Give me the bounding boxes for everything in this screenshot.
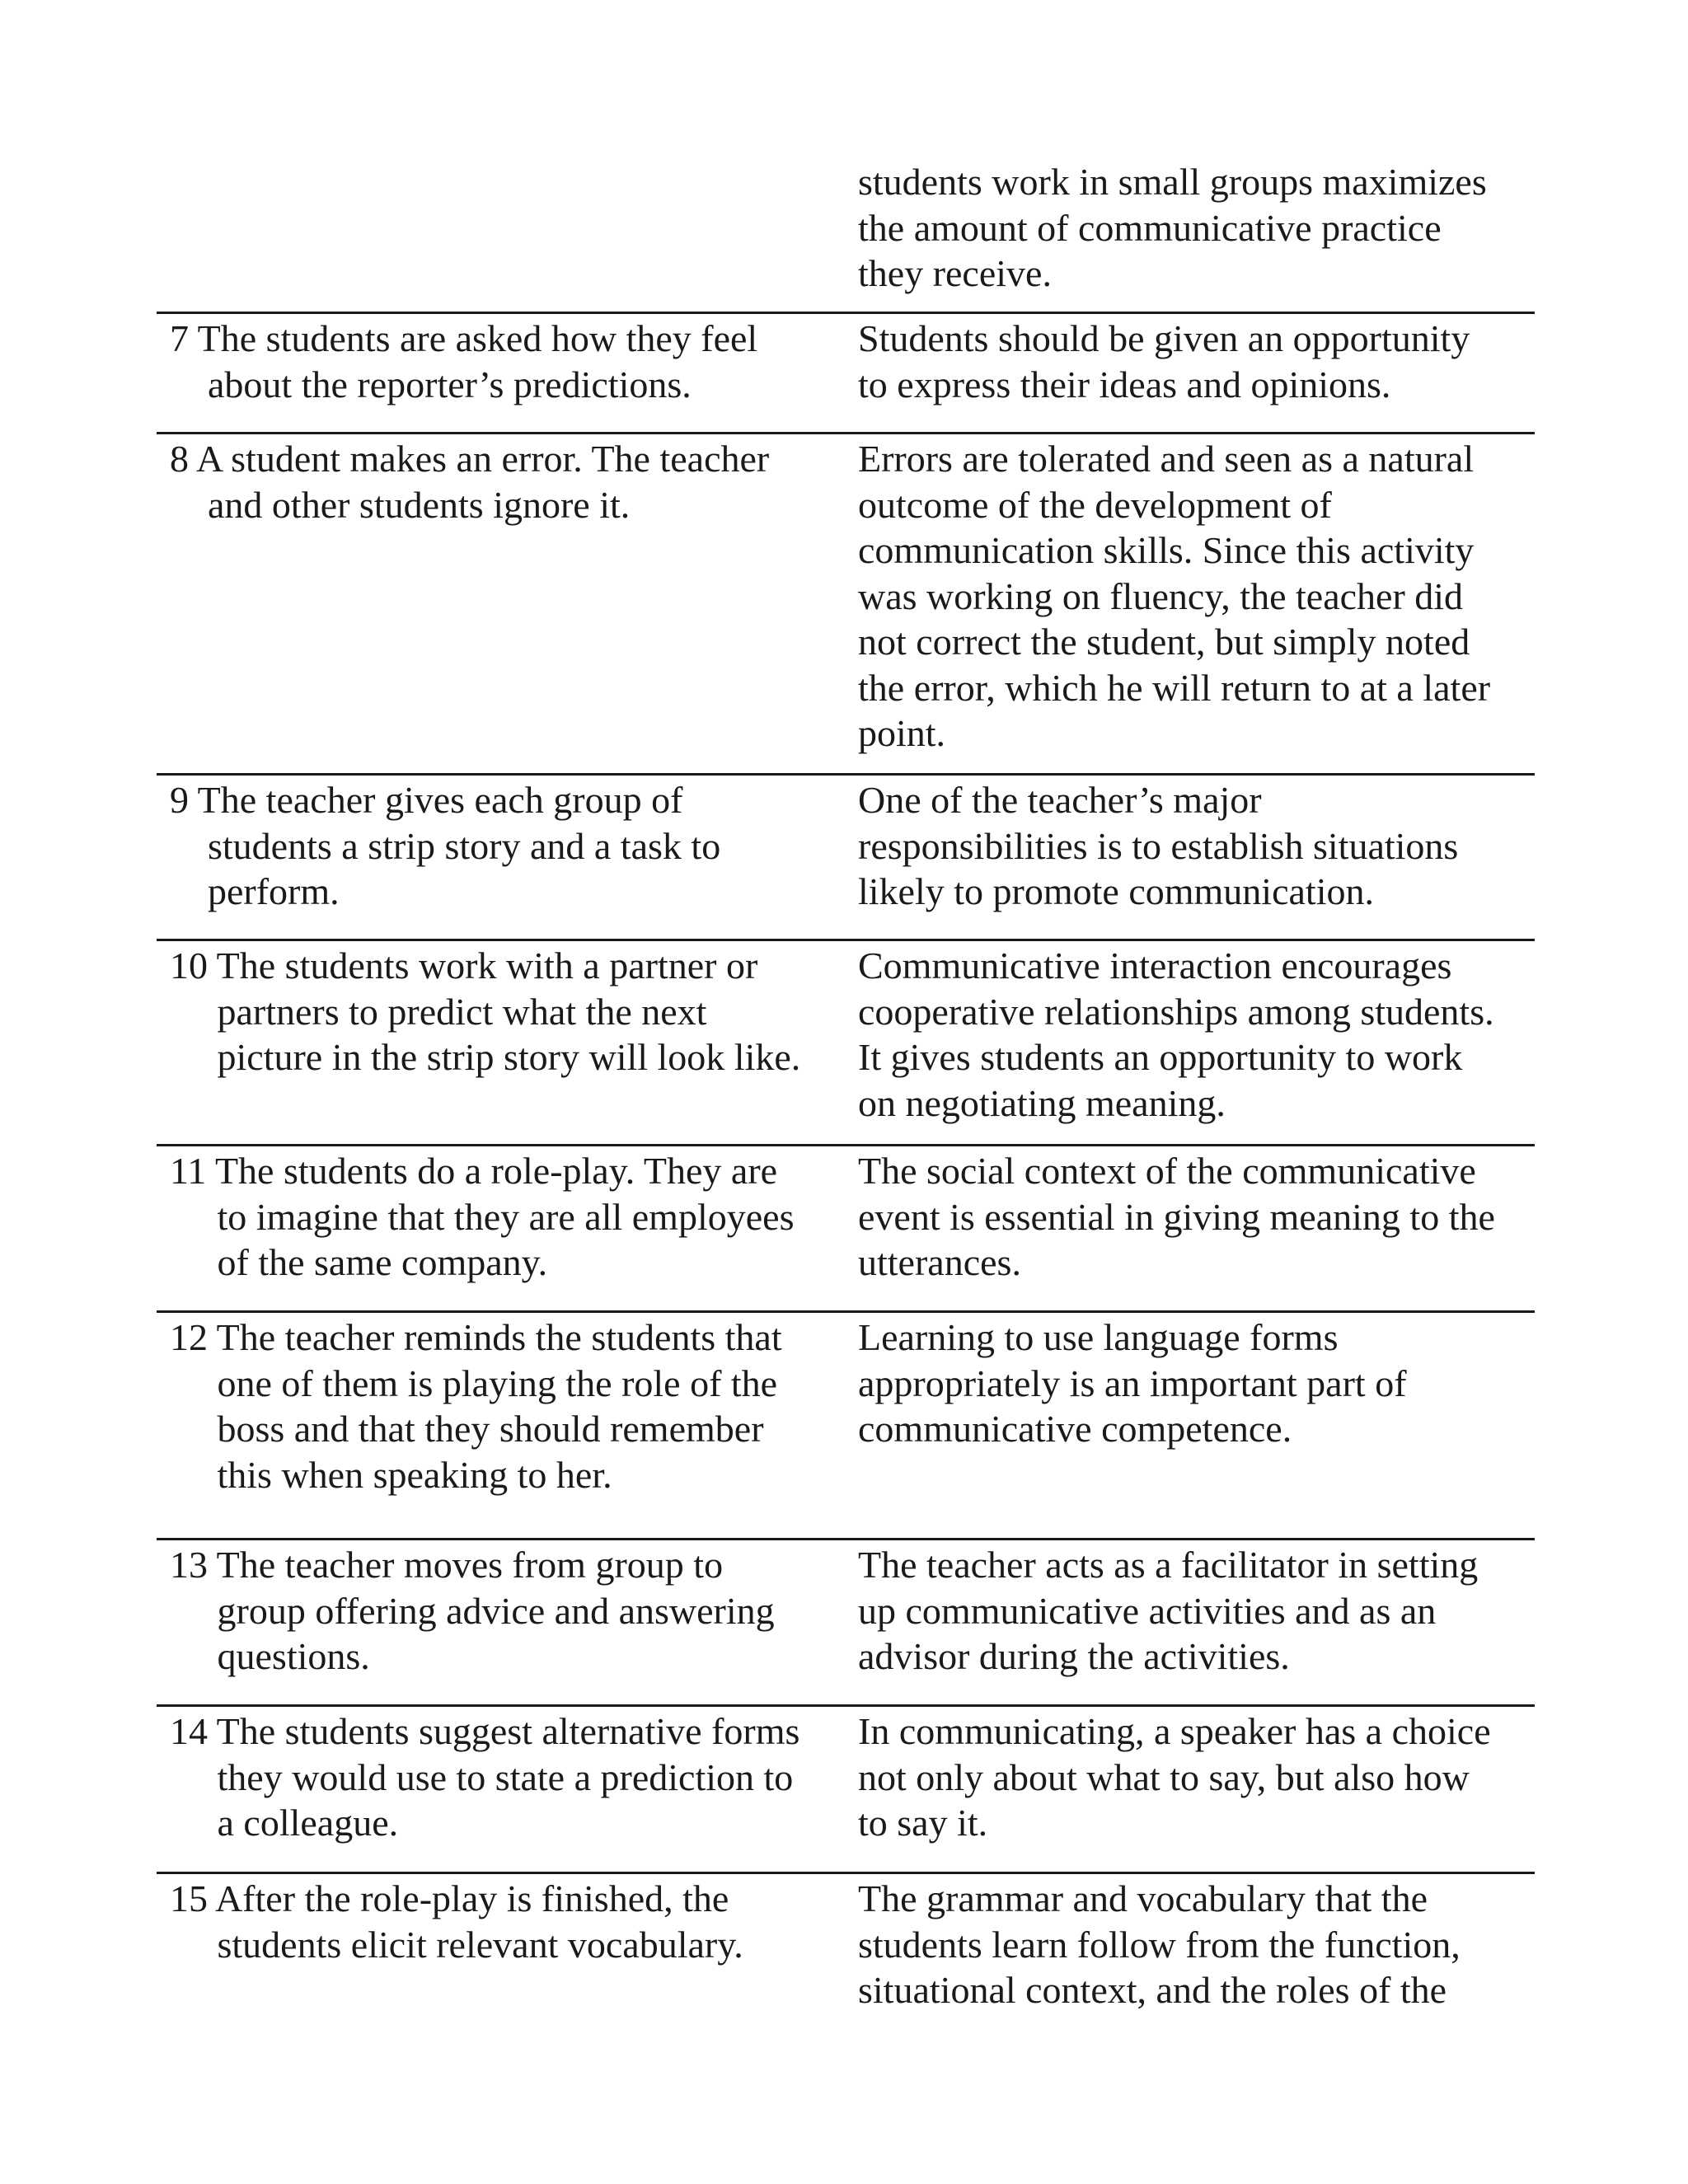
principle-text-line: students work in small groups maximizes <box>858 161 1487 203</box>
classroom-technique-cell <box>170 943 846 1080</box>
row-divider <box>157 312 1535 314</box>
principle-text-line: communicative competence. <box>858 1408 1292 1450</box>
principle-text-line: Errors are tolerated and seen as a natural <box>858 438 1475 480</box>
principle-text-line: cooperative relationships among students. <box>858 990 1494 1033</box>
principle-text-line: event is essential in giving meaning to the <box>858 1195 1495 1238</box>
principle-text-line: It gives students an opportunity to work <box>858 1036 1463 1078</box>
principle-text-line: The social context of the communicative <box>858 1150 1476 1192</box>
principle-text-line: The teacher acts as a facilitator in setting <box>858 1544 1479 1586</box>
principle-text-line: utterances. <box>858 1241 1021 1283</box>
technique-text-line: a colleague. <box>170 1802 399 1844</box>
technique-text-line: to imagine that they are all employees <box>170 1195 795 1238</box>
principle-cell <box>858 1876 1534 2013</box>
technique-text-line: about the reporter’s predictions. <box>170 363 692 405</box>
technique-text-line: and other students ignore it. <box>170 483 631 526</box>
row-divider <box>157 1538 1535 1540</box>
principle-text-line: advisor during the activities. <box>858 1635 1290 1677</box>
classroom-technique-cell <box>170 316 846 407</box>
row-divider <box>157 939 1535 941</box>
principle-cell <box>858 1708 1534 1846</box>
principle-text-line: responsibilities is to establish situations <box>858 824 1459 867</box>
principle-text-line: communication skills. Since this activity <box>858 529 1475 571</box>
technique-text-line: of the same company. <box>170 1241 548 1283</box>
principle-cell <box>858 436 1534 757</box>
principle-text-line: on negotiating meaning. <box>858 1081 1226 1124</box>
technique-text-line: this when speaking to her. <box>170 1453 612 1496</box>
principle-text-line: situational context, and the roles of the <box>858 1969 1447 2011</box>
row-divider <box>157 432 1535 434</box>
technique-text-line: 12 The teacher reminds the students that <box>170 1316 782 1358</box>
principle-cell <box>858 1542 1534 1680</box>
principle-cell <box>858 943 1534 1126</box>
row-divider <box>157 1704 1535 1707</box>
technique-text-line: they would use to state a prediction to <box>170 1755 794 1798</box>
principle-text-line: students learn follow from the function, <box>858 1923 1461 1966</box>
technique-text-line: perform. <box>170 870 340 912</box>
technique-text-line: 8 A student makes an error. The teacher <box>170 438 770 480</box>
principle-text-line: to say it. <box>858 1802 988 1844</box>
principle-text-line: the amount of communicative practice <box>858 206 1442 249</box>
principle-cell <box>858 316 1534 407</box>
principle-text-line: likely to promote communication. <box>858 870 1374 912</box>
principle-cell <box>858 1148 1534 1286</box>
principle-text-line: not only about what to say, but also how <box>858 1755 1470 1798</box>
technique-text-line: questions. <box>170 1635 370 1677</box>
principle-text-line: point. <box>858 712 946 754</box>
technique-text-line: 15 After the role-play is finished, the <box>170 1877 729 1919</box>
technique-text-line: 13 The teacher moves from group to <box>170 1544 724 1586</box>
row-divider <box>157 1872 1535 1874</box>
principle-text-line: One of the teacher’s major <box>858 779 1262 821</box>
classroom-technique-cell <box>170 777 846 915</box>
principle-text-line: not correct the student, but simply noted <box>858 621 1470 663</box>
principle-text-line: outcome of the development of <box>858 483 1332 526</box>
technique-text-line: 11 The students do a role-play. They are <box>170 1150 778 1192</box>
classroom-technique-cell <box>170 1876 846 1967</box>
technique-text-line: one of them is playing the role of the <box>170 1361 778 1404</box>
technique-text-line: partners to predict what the next <box>170 990 707 1033</box>
technique-text-line: 7 The students are asked how they feel <box>170 317 758 359</box>
classroom-technique-cell <box>170 436 846 527</box>
technique-text-line: 10 The students work with a partner or <box>170 944 758 987</box>
principle-text-line: was working on fluency, the teacher did <box>858 574 1464 617</box>
classroom-technique-cell <box>170 1542 846 1680</box>
principle-cell <box>858 777 1534 915</box>
technique-text-line: students elicit relevant vocabulary. <box>170 1923 743 1966</box>
row-divider <box>157 773 1535 776</box>
principle-text-line: appropriately is an important part of <box>858 1361 1407 1404</box>
row-divider <box>157 1144 1535 1146</box>
technique-text-line: picture in the strip story will look like. <box>170 1036 801 1078</box>
principle-text-line: to express their ideas and opinions. <box>858 363 1391 405</box>
classroom-technique-cell <box>170 1708 846 1846</box>
row-divider <box>157 1310 1535 1313</box>
technique-text-line: students a strip story and a task to <box>170 824 721 867</box>
principle-text-line: Communicative interaction encourages <box>858 944 1452 987</box>
classroom-technique-cell <box>170 1315 846 1497</box>
technique-text-line: boss and that they should remember <box>170 1408 764 1450</box>
technique-text-line: 14 The students suggest alternative forms <box>170 1710 800 1752</box>
classroom-technique-cell <box>170 1148 846 1286</box>
technique-text-line: 9 The teacher gives each group of <box>170 779 683 821</box>
principle-text-line: up communicative activities and as an <box>858 1589 1437 1632</box>
principle-text-line: The grammar and vocabulary that the <box>858 1877 1428 1919</box>
principle-text-line: Learning to use language forms <box>858 1316 1339 1358</box>
principle-text-line: Students should be given an opportunity <box>858 317 1470 359</box>
principle-text-line: In communicating, a speaker has a choice <box>858 1710 1491 1752</box>
principle-text-line: the error, which he will return to at a later <box>858 666 1491 709</box>
principle-cell <box>858 1315 1534 1452</box>
principle-cell <box>858 159 1534 297</box>
technique-text-line: group offering advice and answering <box>170 1589 775 1632</box>
principle-text-line: they receive. <box>858 252 1052 294</box>
